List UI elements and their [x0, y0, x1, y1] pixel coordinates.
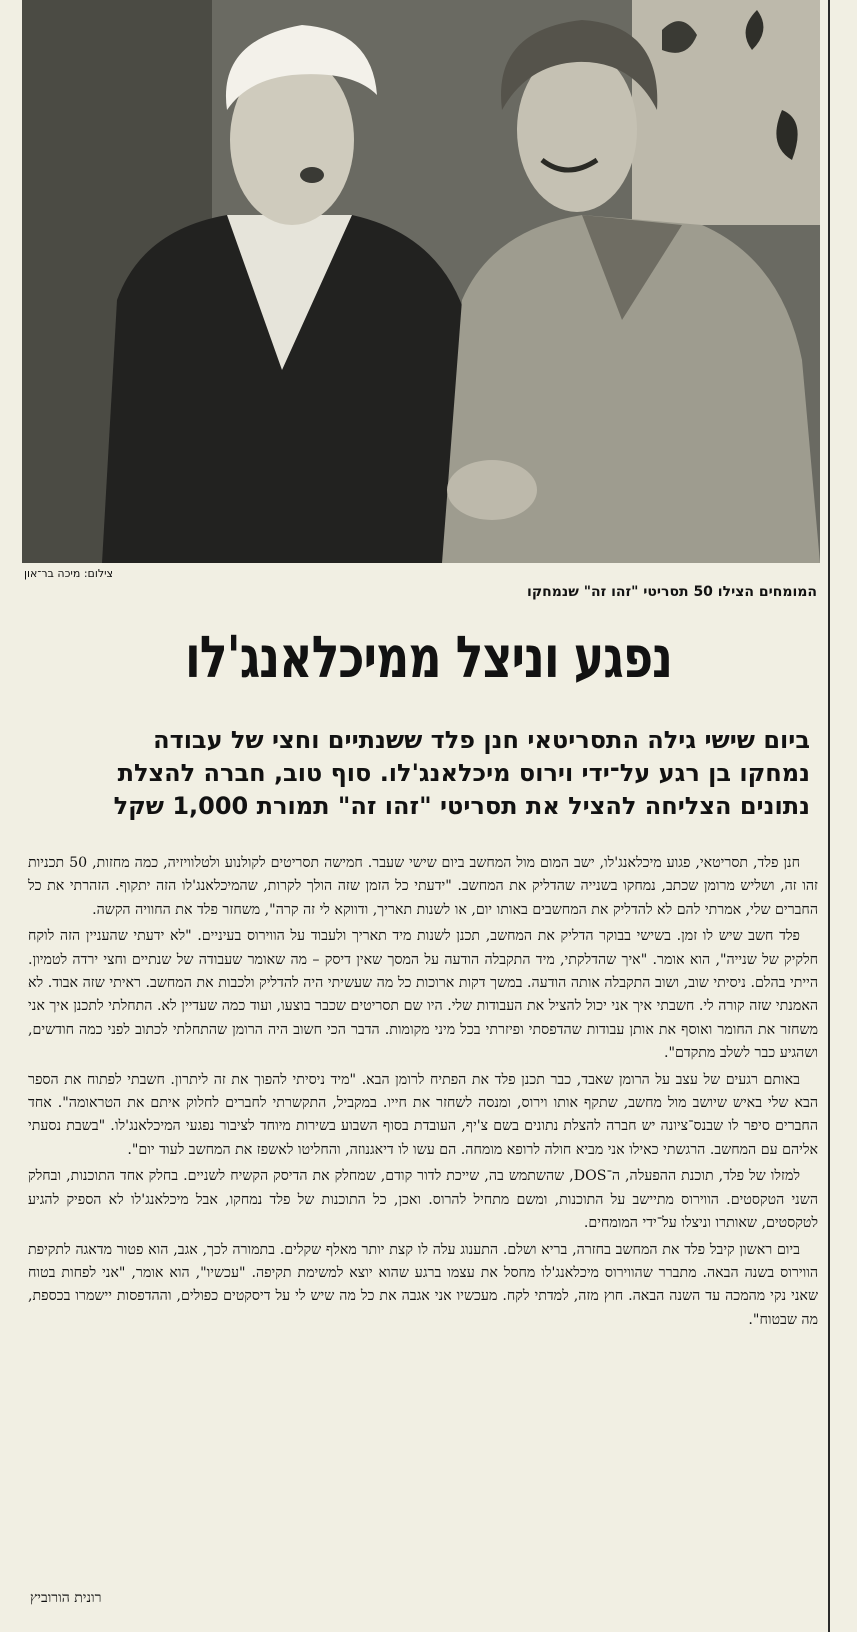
article-byline: רונית הורוביץ — [30, 1590, 102, 1606]
article-photo — [22, 0, 820, 563]
photo-credit: צילום: מיכה בר־און — [24, 567, 114, 580]
photo-caption: המומחים הצילו 50 תסריטי "זהו זה" שנמחקו — [527, 584, 817, 600]
article-body — [28, 852, 818, 1335]
article-subhead: ביום שישי גילה התסריטאי חנן פלד ששנתיים וחצי של עבודה נמחקו בן רגע על־ידי וירוס מיכלאנג'לו. סוף טוב, חברה להצלת נתונים הצליחה להציל את תסריטי "זהו זה" תמורת 1,000 שקל — [113, 726, 810, 820]
column-rule — [828, 0, 830, 1632]
article-paragraph: למזלו של פלד, תוכנת ההפעלה, ה־DOS, שהשתמש בה, שייכת לדור קודם, שמחלק את הדיסק הקשיח לשניים. בחלק אחד התוכנות, ובחלק השני הטקסטים. הווירוס מתיישב על התוכנות, ומשם מתחיל להרוס. ואכן, כל התוכנות של פלד נמחקו, אבל מיכלאנג'לו לא הספיק להגיע לטקסטים, שאותרו וניצלו על־ידי המומחים. — [28, 1168, 818, 1232]
article-paragraph: ביום ראשון קיבל פלד את המחשב בחזרה, בריא ושלם. התענוג עלה לו קצת יותר מאלף שקלים. בתמורה לכך, אגב, הוא פטור מדאגה לתקיפת הווירוס בשנה הבאה. מתברר שהווירוס מיכלאנג'לו מחסל את עצמו ברגע שהוא יוצא למשימת תקיפה. "עכשיו", הוא אומר, "אני לפחות בטוח שאני נקי מהמכה עד השנה הבאה. חוץ מזה, למדתי לקח. מעכשיו אני אגבה את כל מה שיש לי על דיסקטים כפולים, וההדפסות יישמרו בכספת, מה שבטוח". — [28, 1241, 818, 1328]
article-paragraph: חנן פלד, תסריטאי, פגוע מיכלאנג'לו, ישב המום מול המחשב ביום שישי שעבר. חמישה תסריטים לקולנוע ולטלוויזיה, כמה מחזות, 50 תכניות זהו זה, ושליש מרומן שכתב, נמחקו בשנייה שהדליק את המחשב. "ידעתי כל הזמן שזה הולך לקרות, שהמיכלאנג'לו הזה יתקוף. הזהרתי את כל החברים שלי, אמרתי להם לא להדליק את המחשבים באותו יום, או לשנות תאריך, ודווקא לי זה קרה", משחזר פלד את החוויה הקשה. — [28, 855, 818, 918]
article-paragraph: באותם רגעים של עצב על הרומן שאבד, כבר תכנן פלד את הפתיח לרומן הבא. "מיד ניסיתי להפוך את זה ליתרון. חשבתי לפתוח את הספר הבא שלי באיש שיושב מול מחשב, שתקף אותו וירוס, ומנסה לשחזר את חייו. במקביל, התקשרתי לחברים לחלוק איתם את הטראומה". אחד החברים סיפר לו שבנס־ציונה יש חברה להצלת נתונים בשם צ'יף, העובדת בסוף השבוע בשירות מיוחד לציבור נפגעי המיכלאנג'לו. "בשבת נסעתי אליהם עם המחשב. הרגשתי כאילו אני מביא חולה לרופא מומחה. הם עשו לו דיאגנוזה, והחליטו לאשפז את המחשב לעוד יום". — [28, 1071, 818, 1158]
article-paragraph: פלד חשב שיש לו זמן. בשישי בבוקר הדליק את המחשב, תכנן לשנות מיד תאריך ולעבוד על הווירוס בעיניים. "לא ידעתי שהעניין הזה לוקח חלקיק של שנייה", הוא אומר. "איך שהדלקתי, מיד התקבלה הודעה על המסך שאין דיסק – מה שאומר שעבודה של שנתיים וחצי ירדה לטמיון. הייתי בהלם. ניסיתי שוב, ושוב התקבלה אותה הודעה. במשך דקות ארוכות כל מה שעשיתי היה להדליק ולכבות את המחשב. ראיתי שזה אבוד. לא האמנתי שזה קורה לי. חשבתי איך אני יכול להציל את העבודות שלי. היו שם תסריטים שכבר בוצעו, ועוד כמה שעדיין לא. התחלתי לתכנן איך אני משחזר את החומר ואוסף את אותן עבודות שהדפסתי ופיזרתי בכל מיני מקומות. הדבר הכי חשוב היה הרומן שהתחלתי לכתוב לפני כמה חודשים, ושהגיע כבר לשלב מתקדם". — [28, 928, 818, 1062]
article-headline: נפגע וניצל ממיכלאנג'לו — [185, 623, 672, 691]
